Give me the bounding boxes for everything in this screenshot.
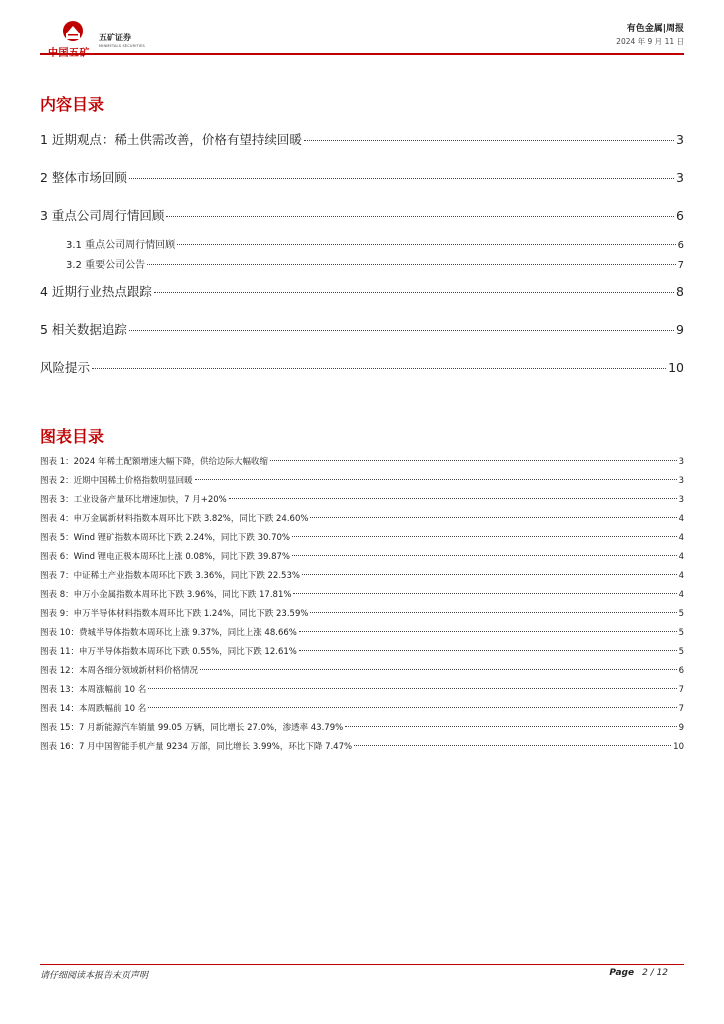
toc-subitem[interactable]	[66, 236, 684, 250]
toc-item[interactable]	[40, 130, 684, 148]
toc-item[interactable]	[40, 358, 684, 376]
toc-item[interactable]	[40, 282, 684, 300]
page-header	[0, 0, 724, 60]
leader-dots	[354, 745, 671, 746]
figure-item-page: 4	[678, 571, 684, 581]
footer-divider	[40, 964, 684, 965]
header-divider	[40, 53, 684, 55]
toc-item-page: 7	[677, 260, 684, 271]
figure-item[interactable]	[40, 721, 684, 734]
leader-dots	[200, 669, 677, 670]
toc-item-text: 3.2 重要公司公告	[66, 260, 146, 271]
toc-item-text: 5 相关数据追踪	[40, 322, 127, 337]
figure-item[interactable]	[40, 531, 684, 544]
toc-item-page: 6	[676, 208, 684, 223]
leader-dots	[92, 368, 666, 369]
figure-item-text: 图表 8：申万小金属指数本周环比下跌 3.96%，同比下跌 17.81%	[40, 590, 292, 600]
logo-securities: 五矿证券	[99, 33, 131, 42]
toc-item-text: 风险提示	[40, 360, 91, 375]
leader-dots	[345, 726, 676, 727]
figure-item-page: 3	[678, 476, 684, 486]
figure-item[interactable]	[40, 740, 684, 753]
figure-item-text: 图表 12：本周各细分领域新材料价格情况	[40, 666, 199, 676]
page-number: 2 / 12	[642, 968, 668, 978]
figure-item-page: 4	[678, 514, 684, 524]
logo-securities-en: MINMETALS SECURITIES	[99, 44, 145, 48]
leader-dots	[195, 479, 677, 480]
figure-item-page: 4	[678, 533, 684, 543]
leader-dots	[129, 178, 674, 179]
report-date: 2024 年 9 月 11 日	[616, 37, 684, 46]
page-label: Page	[609, 968, 635, 978]
toc-subitem[interactable]	[66, 256, 684, 270]
figure-item-page: 7	[678, 704, 684, 714]
figure-item-text: 图表 10：费城半导体指数本周环比上涨 9.37%，同比上涨 48.66%	[40, 628, 297, 638]
report-type: 有色金属|周报	[626, 24, 684, 34]
toc-item-page: 3	[676, 132, 684, 147]
figure-item-text: 图表 15：7 月新能源汽车销量 99.05 万辆，同比增长 27.0%，渗透率 43.79%	[40, 723, 344, 733]
leader-dots	[292, 536, 677, 537]
toc-item-text: 2 整体市场回顾	[40, 170, 127, 185]
figure-item-text: 图表 3：工业设备产量环比增速加快，7 月+20%	[40, 495, 227, 505]
toc-item-text: 4 近期行业热点跟踪	[40, 284, 152, 299]
leader-dots	[299, 650, 677, 651]
toc-item-page: 6	[677, 240, 684, 251]
figure-item-text: 图表 16：7 月中国智能手机产量 9234 万部，同比增长 3.99%，环比下降 7.47%	[40, 742, 353, 752]
figure-item-text: 图表 11：申万半导体指数本周环比下跌 0.55%，同比下跌 12.61%	[40, 647, 297, 657]
figure-item-text: 图表 1：2024 年稀土配额增速大幅下降，供给边际大幅收缩	[40, 457, 268, 467]
figure-item[interactable]	[40, 455, 684, 468]
page-indicator	[609, 968, 668, 978]
figure-item[interactable]	[40, 493, 684, 506]
leader-dots	[304, 140, 674, 141]
leader-dots	[310, 612, 676, 613]
toc-item[interactable]	[40, 168, 684, 186]
figure-item[interactable]	[40, 588, 684, 601]
toc-item-page: 3	[676, 170, 684, 185]
leader-dots	[154, 292, 674, 293]
figures-title: 图表目录	[40, 427, 105, 446]
leader-dots	[292, 555, 677, 556]
leader-dots	[299, 631, 677, 632]
minmetals-emblem-icon	[62, 20, 84, 42]
figure-item[interactable]	[40, 607, 684, 620]
company-logo	[44, 20, 164, 59]
figure-item[interactable]	[40, 569, 684, 582]
figure-item-text: 图表 14：本周跌幅前 10 名	[40, 704, 147, 714]
figure-item[interactable]	[40, 626, 684, 639]
leader-dots	[270, 460, 677, 461]
figure-item-page: 3	[678, 495, 684, 505]
figure-item-text: 图表 7：中证稀土产业指数本周环比下跌 3.36%，同比下跌 22.53%	[40, 571, 300, 581]
figure-item-page: 6	[678, 666, 684, 676]
figure-item-text: 图表 5：Wind 锂矿指数本周环比下跌 2.24%，同比下跌 30.70%	[40, 533, 290, 543]
figure-item-page: 9	[678, 723, 684, 733]
figure-item-page: 4	[678, 552, 684, 562]
figure-item-text: 图表 9：申万半导体材料指数本周环比下跌 1.24%，同比下跌 23.59%	[40, 609, 309, 619]
leader-dots	[166, 216, 674, 217]
toc-item-text: 3.1 重点公司周行情回顾	[66, 240, 176, 251]
leader-dots	[129, 330, 674, 331]
figure-item-text: 图表 2：近期中国稀土价格指数明显回暖	[40, 476, 193, 486]
figure-item-page: 3	[678, 457, 684, 467]
leader-dots	[310, 517, 676, 518]
toc-item-page: 10	[668, 360, 684, 375]
figure-item-text: 图表 6：Wind 锂电正极本周环比上涨 0.08%，同比下跌 39.87%	[40, 552, 290, 562]
figure-item[interactable]	[40, 702, 684, 715]
leader-dots	[177, 244, 676, 245]
leader-dots	[148, 688, 676, 689]
toc-title: 内容目录	[40, 95, 105, 114]
figure-item[interactable]	[40, 664, 684, 677]
figure-item-page: 5	[678, 647, 684, 657]
toc-item-page: 9	[676, 322, 684, 337]
figure-item-page: 4	[678, 590, 684, 600]
toc-item-text: 3 重点公司周行情回顾	[40, 208, 165, 223]
figure-item[interactable]	[40, 645, 684, 658]
figure-item[interactable]	[40, 550, 684, 563]
toc-item[interactable]	[40, 206, 684, 224]
leader-dots	[293, 593, 676, 594]
leader-dots	[302, 574, 677, 575]
figure-item-text: 图表 4：申万金属新材料指数本周环比下跌 3.82%，同比下跌 24.60%	[40, 514, 309, 524]
figure-item-page: 5	[678, 609, 684, 619]
leader-dots	[148, 707, 676, 708]
figure-item[interactable]	[40, 512, 684, 525]
figure-item[interactable]	[40, 474, 684, 487]
figure-item-page: 5	[678, 628, 684, 638]
leader-dots	[229, 498, 677, 499]
logo-text: 中国五矿	[48, 48, 90, 59]
figure-item[interactable]	[40, 683, 684, 696]
leader-dots	[147, 264, 676, 265]
figure-item-page: 7	[678, 685, 684, 695]
toc-item-page: 8	[676, 284, 684, 299]
figure-item-page: 10	[673, 742, 684, 752]
disclaimer-note: 请仔细阅读本报告末页声明	[40, 971, 149, 981]
toc-item-text: 1 近期观点：稀土供需改善，价格有望持续回暖	[40, 132, 302, 147]
figure-item-text: 图表 13：本周涨幅前 10 名	[40, 685, 147, 695]
toc-item[interactable]	[40, 320, 684, 338]
